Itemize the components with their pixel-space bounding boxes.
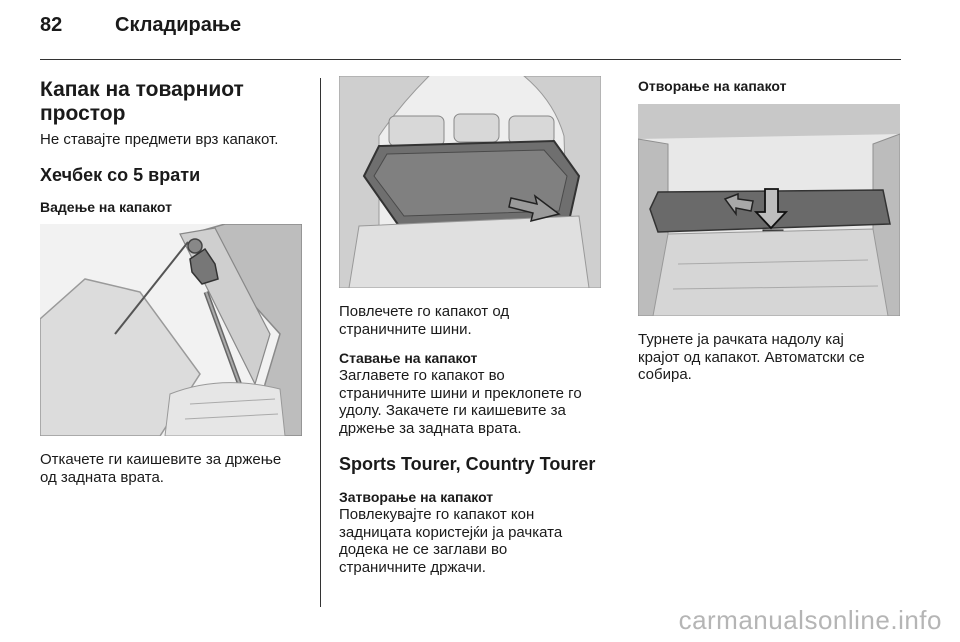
label-opening: Отворање на капакот xyxy=(638,78,787,94)
body-line: Заглавете го капакот во xyxy=(339,367,505,384)
chapter-title: Складирање xyxy=(115,14,242,36)
right-column-heading xyxy=(638,78,903,95)
intro-text: Не ставајте предмети врз капакот. xyxy=(40,131,279,148)
pull-cover-illustration xyxy=(339,76,601,288)
figure-strap-removal xyxy=(40,224,302,436)
left-column xyxy=(40,78,305,216)
figure-push-handle xyxy=(638,104,900,316)
figure-pull-cover xyxy=(339,76,601,288)
body-line: додека не се заглави во xyxy=(339,541,508,558)
right-caption xyxy=(638,331,903,384)
body-line: држење за задната врата. xyxy=(339,419,522,437)
body-line: страничните шини и преклопете го xyxy=(339,384,582,402)
section-title: Капак на товарниот простор xyxy=(40,78,244,125)
caption-line: собира. xyxy=(638,366,692,383)
column-divider xyxy=(320,78,321,607)
page-number: 82 xyxy=(40,14,63,36)
body-line: Повлекувајте го капакот кон xyxy=(339,506,535,523)
caption-line: крајот од капакот. Автоматски се xyxy=(638,348,865,366)
subtitle-hatchback: Хечбек со 5 врати xyxy=(40,164,201,185)
label-closing: Затворање на капакот xyxy=(339,489,494,505)
body-line: задницата користејќи ја рачката xyxy=(339,523,563,541)
strap-removal-illustration xyxy=(40,224,302,436)
subtitle-sports-tourer: Sports Tourer, Country Tourer xyxy=(339,454,596,474)
label-installation: Ставање на капакот xyxy=(339,350,478,366)
body-line: удолу. Закачете ги каишевите за xyxy=(339,402,566,419)
middle-column xyxy=(339,303,614,576)
watermark-text: carmanualsonline.info xyxy=(678,605,942,635)
caption-line: Повлечете го капакот од xyxy=(339,303,510,320)
caption-line: Откачете ги каишевите за држење xyxy=(40,451,282,468)
push-handle-illustration xyxy=(638,104,900,316)
left-caption xyxy=(40,451,310,486)
body-line: страничните држачи. xyxy=(339,558,486,576)
caption-line: Турнете ја рачката надолу кај xyxy=(638,331,844,348)
caption-line: од задната врата. xyxy=(40,468,164,486)
header-divider xyxy=(40,59,901,60)
label-removal: Вадење на капакот xyxy=(40,198,172,215)
caption-line: страничните шини. xyxy=(339,320,472,338)
